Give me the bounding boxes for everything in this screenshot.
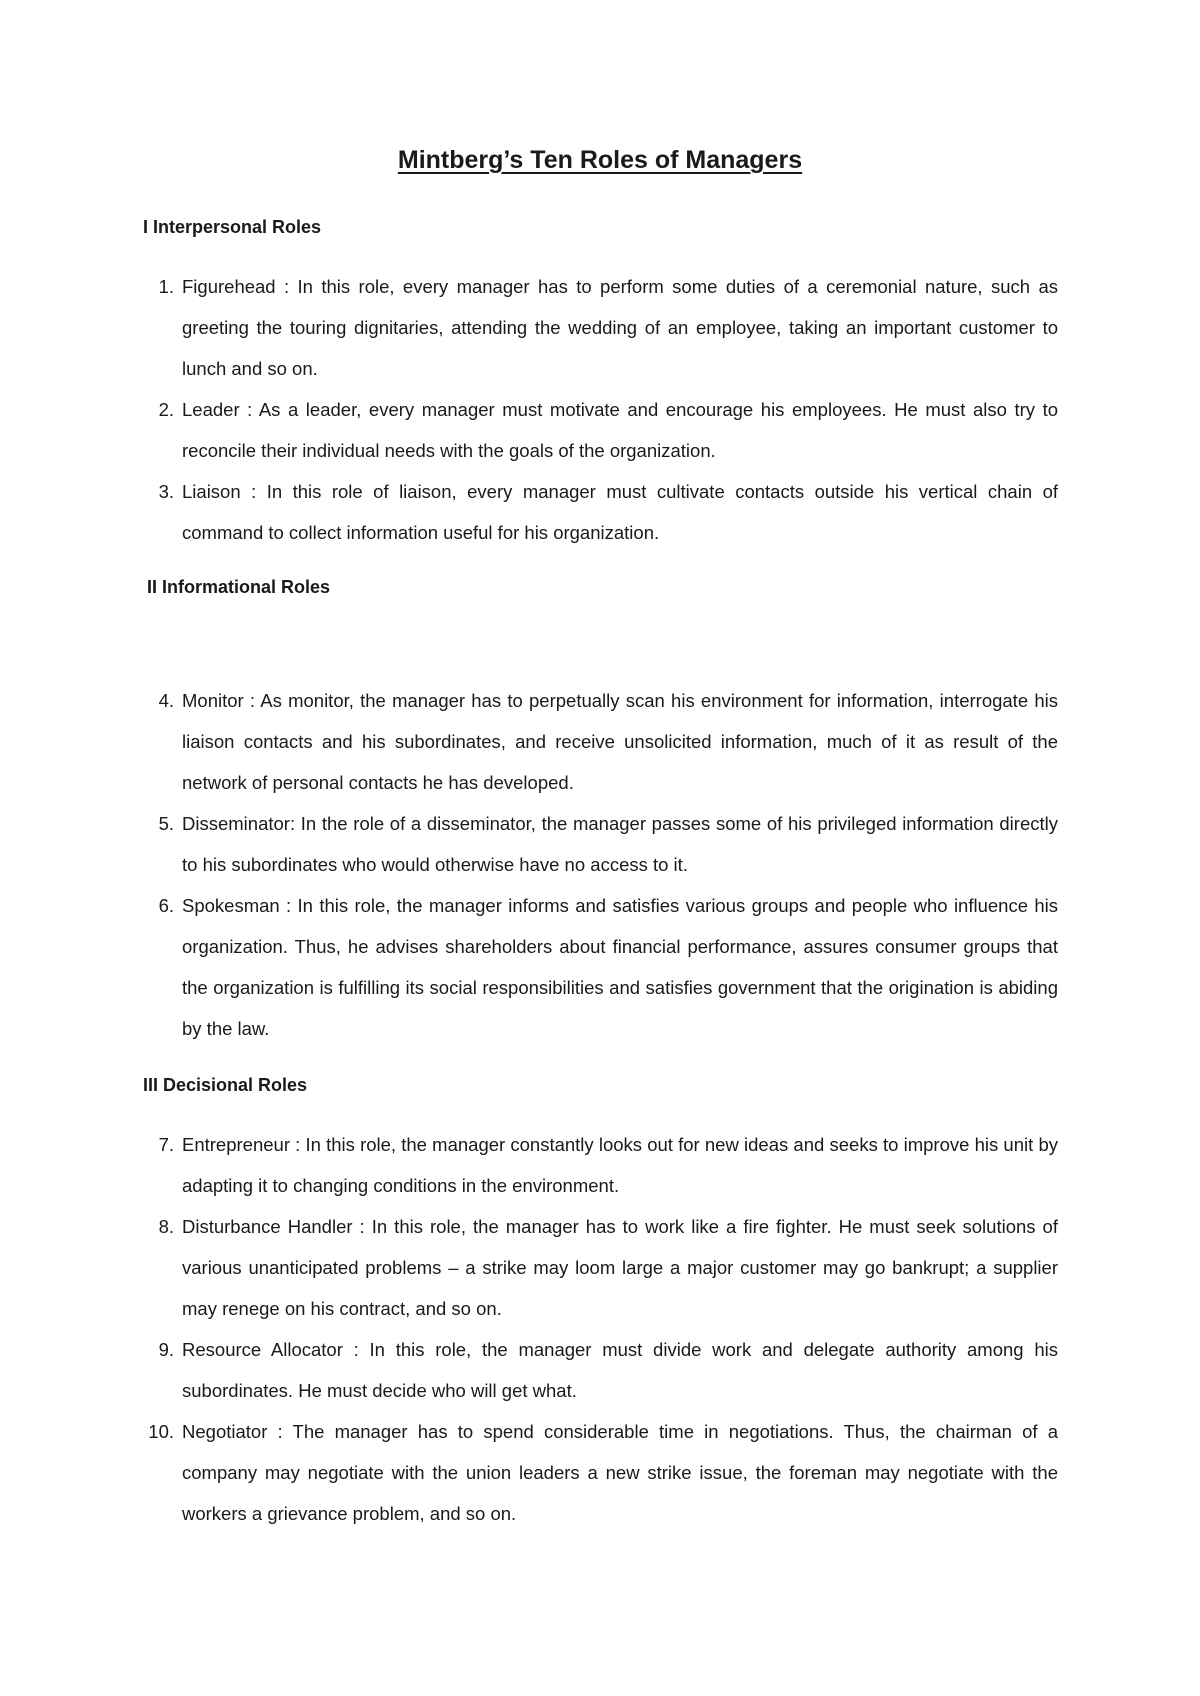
document-title: Mintberg’s Ten Roles of Managers — [397, 146, 803, 174]
list-item-number: 3. — [158, 481, 174, 502]
list-item-entrepreneur — [158, 1124, 1058, 1206]
list-item-spokesman — [158, 885, 1058, 1049]
list-item-text: Figurehead : In this role, every manager has to perform some duties of a ceremonial nature, such as greeting the touring dignitaries, attending the wedding of an employee, taking an important customer to lunch and so on. — [182, 276, 1058, 379]
list-item-text: Entrepreneur : In this role, the manager constantly looks out for new ideas and seeks to improve his unit by adapting it to changing conditions in the environment. — [182, 1134, 1058, 1196]
list-item-text: Liaison : In this role of liaison, every manager must cultivate contacts outside his vertical chain of command to collect information useful for his organization. — [182, 481, 1058, 543]
list-item-number: 5. — [158, 813, 174, 834]
list-item-text: Disseminator: In the role of a disseminator, the manager passes some of his privileged information directly to his subordinates who would otherwise have no access to it. — [182, 813, 1058, 875]
list-item-liaison — [158, 471, 1058, 553]
list-item-disturbance-handler — [158, 1206, 1058, 1329]
list-item-text: Spokesman : In this role, the manager informs and satisfies various groups and people who influence his organization. Thus, he advises shareholders about financial performance, assures consumer groups that the organization is fulfilling its social responsibilities and satisfies government that the origination is abiding by the law. — [182, 895, 1058, 1039]
list-item-number: 10. — [148, 1421, 174, 1442]
list-item-disseminator — [158, 803, 1058, 885]
list-item-number: 8. — [158, 1216, 174, 1237]
list-item-text: Negotiator : The manager has to spend considerable time in negotiations. Thus, the chairman of a company may negotiate with the union leaders a new strike issue, the foreman may negotiate with the workers a grievance problem, and so on. — [182, 1421, 1058, 1524]
list-item-text: Resource Allocator : In this role, the manager must divide work and delegate authority among his subordinates. He must decide who will get what. — [182, 1339, 1058, 1401]
list-item-number: 1. — [158, 276, 174, 297]
list-item-text: Leader : As a leader, every manager must motivate and encourage his employees. He must also try to reconcile their individual needs with the goals of the organization. — [182, 399, 1058, 461]
list-item-number: 7. — [158, 1134, 174, 1155]
list-item-number: 2. — [158, 399, 174, 420]
section-heading-interpersonal: I Interpersonal Roles — [143, 217, 322, 237]
list-item-text: Disturbance Handler : In this role, the manager has to work like a fire fighter. He must seek solutions of various unanticipated problems – a strike may loom large a major customer may go bankrupt; a supplier may renege on his contract, and so on. — [182, 1216, 1058, 1319]
list-item-monitor — [158, 680, 1058, 803]
section-heading-decisional: III Decisional Roles — [143, 1075, 308, 1095]
list-item-negotiator — [148, 1411, 1058, 1534]
list-item-text: Monitor : As monitor, the manager has to perpetually scan his environment for information, interrogate his liaison contacts and his subordinates, and receive unsolicited information, much of it as result of the network of personal contacts he has developed. — [182, 690, 1058, 793]
list-item-number: 6. — [158, 895, 174, 916]
list-item-resource-allocator — [158, 1329, 1058, 1411]
list-item-number: 4. — [158, 690, 174, 711]
list-item-number: 9. — [158, 1339, 174, 1360]
section-heading-informational: II Informational Roles — [147, 577, 331, 597]
list-item-leader — [158, 389, 1058, 471]
list-item-figurehead — [158, 266, 1058, 389]
